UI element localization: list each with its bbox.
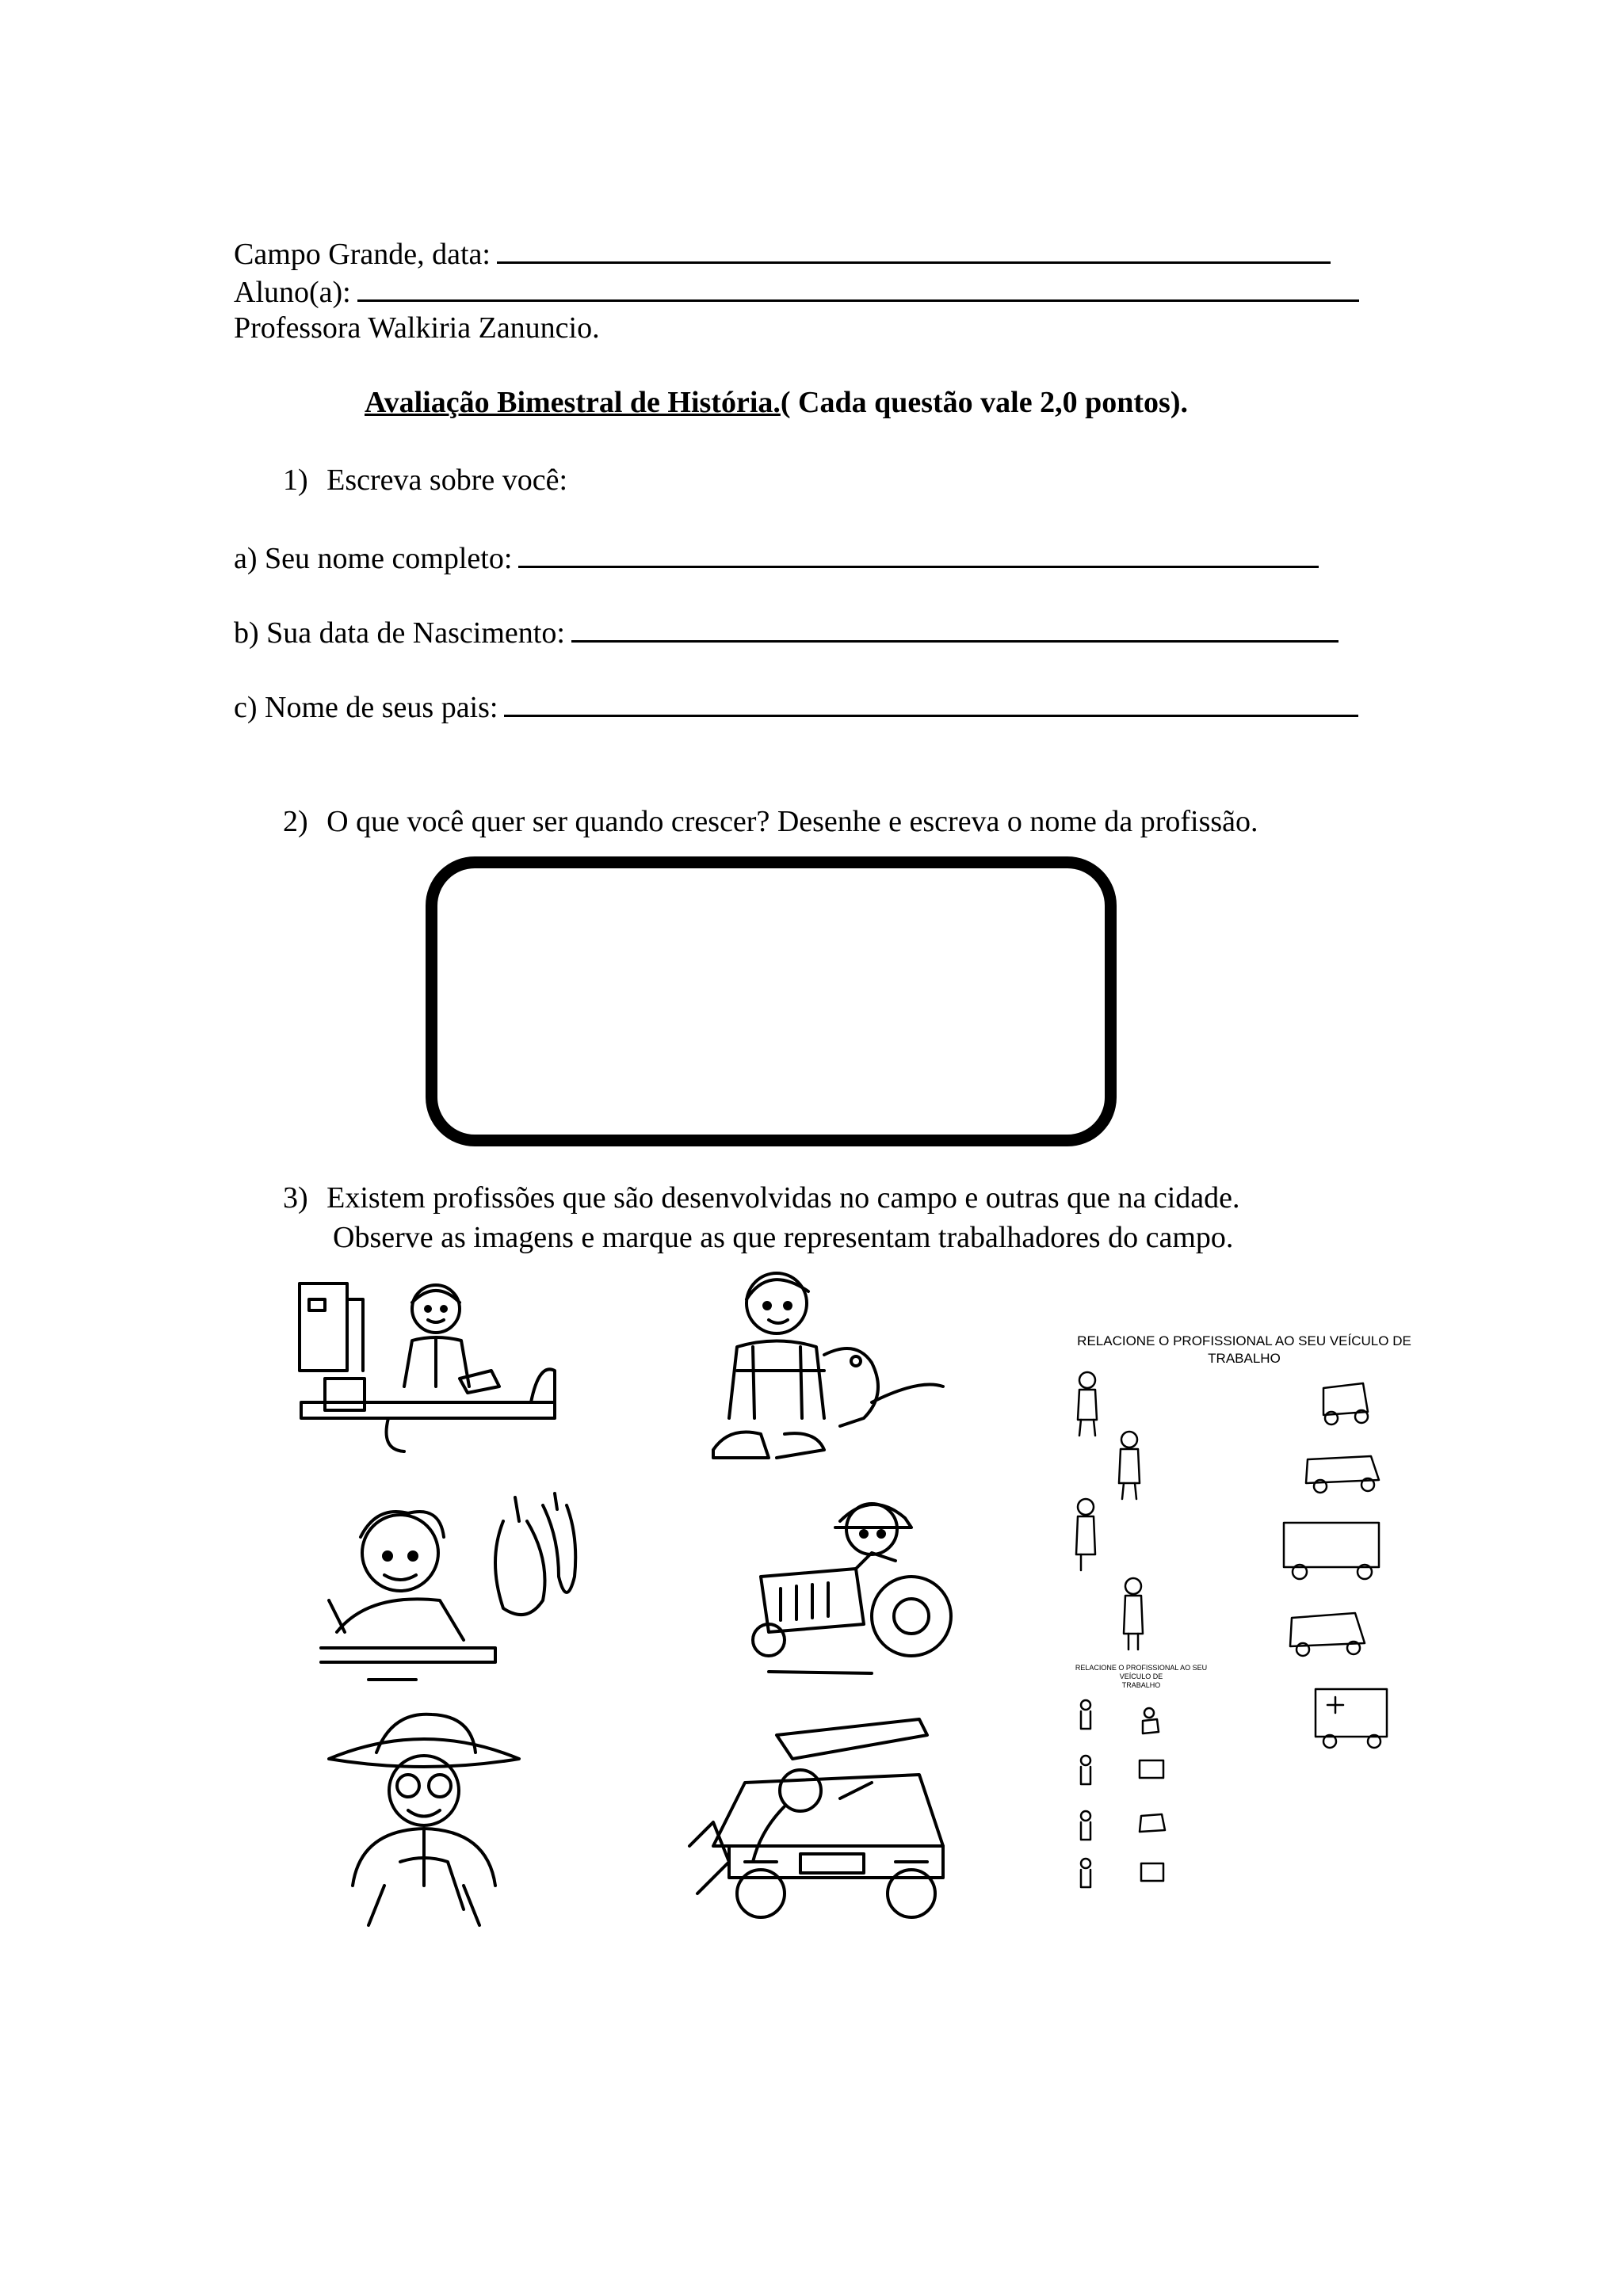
full-name-blank[interactable] xyxy=(518,539,1319,568)
activity-panel-small-title-line-2: TRABALHO xyxy=(1121,1681,1161,1689)
date-field xyxy=(234,235,1331,272)
question-1c-label: c) Nome de seus pais: xyxy=(234,691,498,724)
parents-name-blank[interactable] xyxy=(504,688,1358,717)
birth-date-blank[interactable] xyxy=(571,613,1338,643)
page-title xyxy=(365,385,1188,420)
question-1 xyxy=(283,463,567,498)
drawing-box[interactable] xyxy=(426,856,1117,1146)
question-1-number: 1) xyxy=(283,463,308,497)
question-3-text-1: Existem profissões que são desenvolvidas no campo e outras que na cidade. xyxy=(327,1181,1240,1215)
student-label: Aluno(a): xyxy=(234,276,351,309)
butcher-illustration[interactable] xyxy=(305,1489,590,1688)
question-1-text: Escreva sobre você: xyxy=(327,463,568,497)
teacher-name: Professora Walkiria Zanuncio. xyxy=(234,311,600,345)
question-1c xyxy=(234,688,1358,725)
question-1a xyxy=(234,539,1319,576)
question-1a-label: a) Seu nome completo: xyxy=(234,542,513,575)
question-3-line-1 xyxy=(283,1180,1240,1215)
question-1b xyxy=(234,613,1338,650)
clerk-illustration[interactable] xyxy=(293,1268,579,1458)
worker-with-dog-illustration[interactable] xyxy=(682,1260,951,1474)
question-3-number: 3) xyxy=(283,1181,308,1215)
tractor-illustration[interactable] xyxy=(737,1489,959,1688)
question-3-line-2 xyxy=(333,1220,1233,1255)
question-2-number: 2) xyxy=(283,805,308,838)
mechanic-illustration[interactable] xyxy=(682,1703,951,1941)
activity-panel[interactable] xyxy=(1054,1317,1419,1903)
date-blank[interactable] xyxy=(497,235,1331,264)
question-3-text-2: Observe as imagens e marque as que representam trabalhadores do campo. xyxy=(333,1221,1234,1254)
title-rest: ( Cada questão vale 2,0 pontos). xyxy=(780,386,1188,419)
student-field xyxy=(234,273,1359,310)
title-underlined: Avaliação Bimestral de História. xyxy=(365,386,781,419)
date-label: Campo Grande, data: xyxy=(234,238,491,271)
question-2-text: O que você quer ser quando crescer? Desenhe e escreva o nome da profissão. xyxy=(327,805,1258,838)
farmer-illustration[interactable] xyxy=(305,1703,567,1933)
activity-panel-title-line-1: RELACIONE O PROFISSIONAL AO SEU VEÍCULO DE xyxy=(1077,1333,1411,1348)
activity-panel-small-title xyxy=(1070,1664,1212,1690)
activity-panel-figures xyxy=(1054,1317,1419,1903)
activity-panel-small-title-line-1: RELACIONE O PROFISSIONAL AO SEU VEÍCULO DE xyxy=(1075,1664,1208,1680)
student-blank[interactable] xyxy=(357,273,1359,302)
question-2 xyxy=(283,804,1258,839)
question-1b-label: b) Sua data de Nascimento: xyxy=(234,616,565,650)
activity-panel-title-line-2: TRABALHO xyxy=(1208,1351,1281,1366)
